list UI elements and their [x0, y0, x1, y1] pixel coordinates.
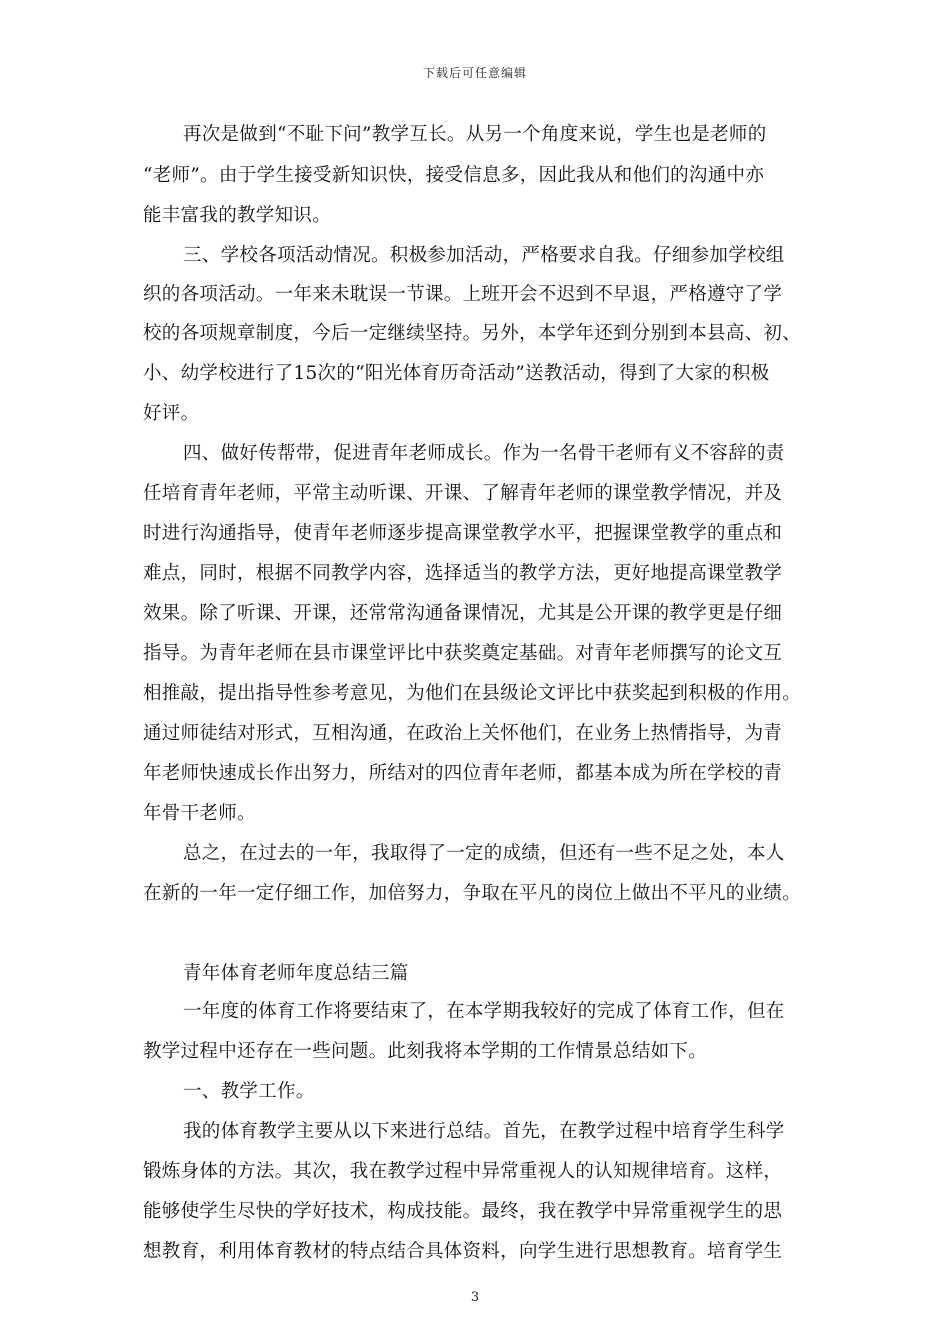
body-line: 指导。为青年老师在县市课堂评比中获奖奠定基础。对青年老师撰写的论文互 [143, 643, 783, 664]
body-line: 效果。除了听课、开课，还常常沟通备课情况，尤其是公开课的教学更是仔细 [143, 603, 783, 624]
body-line: 织的各项活动。一年来未耽误一节课。上班开会不迟到不早退，严格遵守了学 [143, 284, 783, 305]
body-line: 相推敲，提出指导性参考意见，为他们在县级论文评比中获奖起到积极的作用。 [143, 683, 802, 704]
page-number: 3 [470, 1290, 480, 1305]
body-line: 时进行沟通指导，使青年老师逐步提高课堂教学水平，把握课堂教学的重点和 [143, 523, 783, 544]
body-line: 在新的一年一定仔细工作，加倍努力，争取在平凡的岗位上做出不平凡的业绩。 [143, 883, 802, 904]
body-line: 校的各项规章制度，今后一定继续坚持。另外，本学年还到分别到本县高、初、 [143, 323, 802, 344]
body-line: 难点，同时，根据不同教学内容，选择适当的教学方法，更好地提高课堂教学 [143, 563, 783, 584]
body-line: 我的体育教学主要从以下来进行总结。首先，在教学过程中培育学生科学 [183, 1121, 785, 1142]
body-line: 一、教学工作。 [183, 1081, 315, 1102]
body-line: 能丰富我的教学知识。 [143, 205, 332, 226]
body-line: 锻炼身体的方法。其次，我在教学过程中异常重视人的认知规律培育。这样， [143, 1161, 783, 1182]
body-line: 好评。 [143, 403, 200, 424]
body-line: 一年度的体育工作将要结束了，在本学期我较好的完成了体育工作，但在 [183, 1001, 785, 1022]
body-line: 小、幼学校进行了15次的“阳光体育历奇活动”送教活动，得到了大家的积极 [143, 363, 770, 384]
section-title: 青年体育老师年度总结三篇 [183, 963, 409, 984]
body-line: 三、学校各项活动情况。积极参加活动，严格要求自我。仔细参加学校组 [183, 245, 785, 266]
page-header-note: 下载后可任意编辑 [422, 66, 527, 80]
body-line: 四、做好传帮带，促进青年老师成长。作为一名骨干老师有义不容辞的责 [183, 443, 785, 464]
body-line: 任培育青年老师，平常主动听课、开课、了解青年老师的课堂教学情况，并及 [143, 483, 783, 504]
body-line: 总之，在过去的一年，我取得了一定的成绩，但还有一些不足之处，本人 [183, 843, 785, 864]
body-line: 再次是做到“不耻下问”教学互长。从另一个角度来说，学生也是老师的 [183, 124, 767, 145]
body-line: 年骨干老师。 [143, 803, 256, 824]
body-line: 通过师徒结对形式，互相沟通，在政治上关怀他们，在业务上热情指导，为青 [143, 723, 783, 744]
body-line: 教学过程中还存在一些问题。此刻我将本学期的工作情景总结如下。 [143, 1041, 708, 1062]
body-line: 年老师快速成长作出努力，所结对的四位青年老师，都基本成为所在学校的青 [143, 763, 783, 784]
body-line: 想教育，利用体育教材的特点结合具体资料，向学生进行思想教育。培育学生 [143, 1241, 783, 1262]
body-line: “老师”。由于学生接受新知识快，接受信息多，因此我从和他们的沟通中亦 [143, 165, 765, 186]
body-line: 能够使学生尽快的学好技术，构成技能。最终，我在教学中异常重视学生的思 [143, 1201, 783, 1222]
